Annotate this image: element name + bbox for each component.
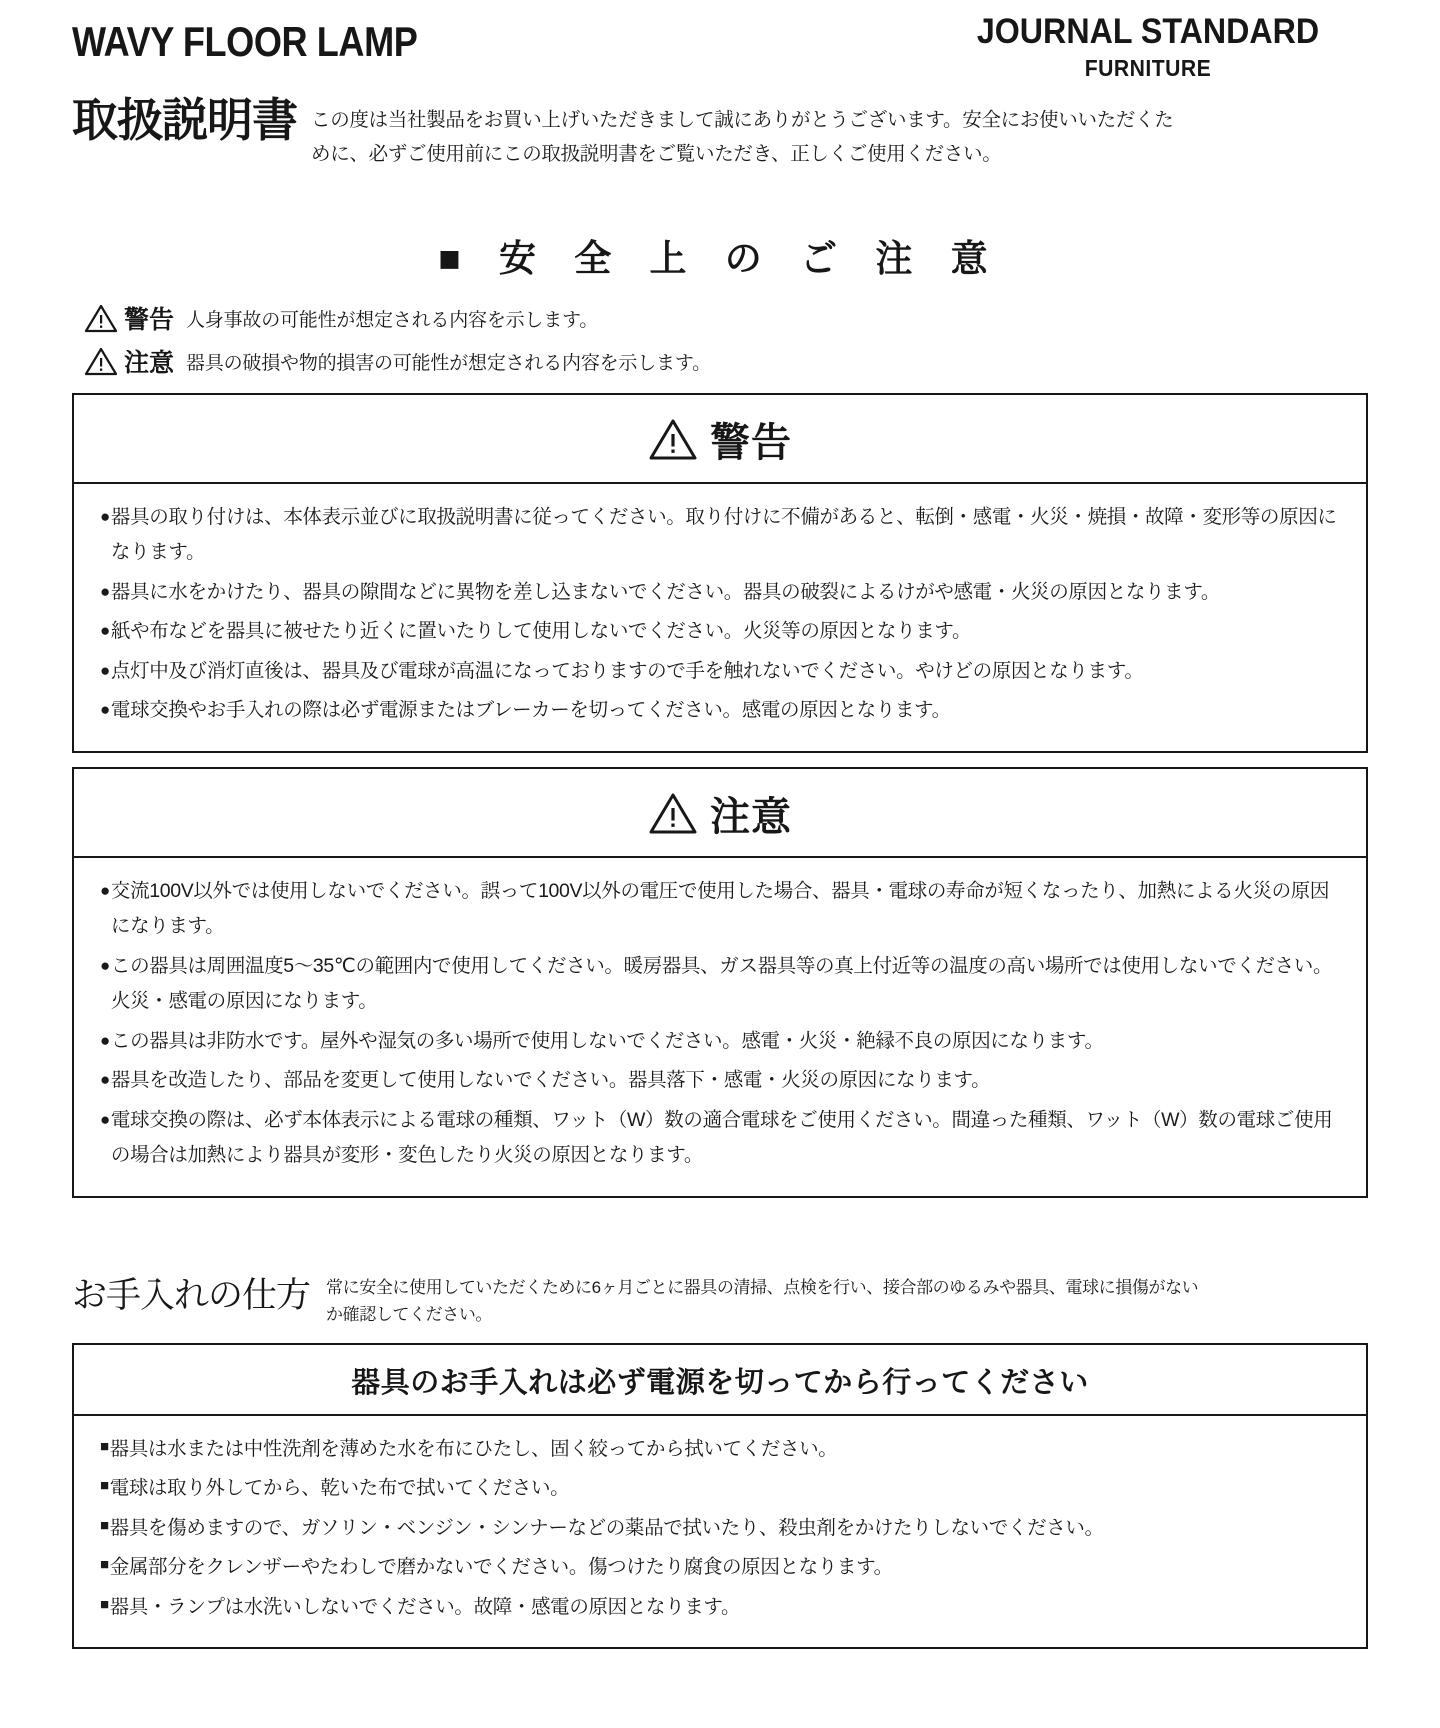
caution-box-header	[74, 769, 1366, 858]
legend-text-warning: 人身事故の可能性が想定される内容を示します。	[186, 309, 599, 331]
caution-bullet-text: この器具は非防水です。屋外や湿気の多い場所で使用しないでください。感電・火災・絶縁不良の原因になります。	[110, 1029, 1104, 1052]
warning-bullet	[100, 575, 1340, 610]
warning-box-title: 警告	[710, 421, 792, 465]
page-header	[72, 0, 1368, 186]
warning-bullet	[100, 654, 1340, 689]
caution-bullet-text: 器具を改造したり、部品を変更して使用しないでください。器具落下・感電・火災の原因になります。	[110, 1069, 991, 1092]
bullet-marker: ■	[100, 1556, 109, 1574]
caution-box-title: 注意	[710, 794, 792, 839]
caution-bullet-text: 交流100V以外では使用しないでください。誤って100V以外の電圧で使用した場合、器具・電球の寿命が短くなったり、加熱による火災の原因になります。	[110, 879, 1330, 938]
bullet-marker: ●	[100, 581, 110, 601]
legend-keyword-warning: 警告	[124, 306, 175, 334]
brand-name: JOURNAL STANDARD	[976, 12, 1320, 51]
warning-bullet-text: 紙や布などを器具に被せたり近くに置いたりして使用しないでください。火災等の原因となります。	[110, 620, 972, 643]
warning-bullet-text: 器具に水をかけたり、器具の隙間などに異物を差し込まないでください。器具の破裂によるけがや感電・火災の原因となります。	[110, 580, 1221, 603]
legend-row-caution	[84, 343, 1368, 379]
caution-box-body	[74, 858, 1366, 1196]
bullet-marker: ■	[100, 1516, 109, 1534]
care-box-body	[74, 1416, 1366, 1647]
bullet-marker: ■	[100, 1595, 109, 1613]
care-bullet-text: 器具・ランプは水洗いしないでください。故障・感電の原因となります。	[109, 1595, 741, 1618]
caution-bullet	[100, 949, 1340, 1020]
safety-legend	[84, 300, 1368, 379]
manual-intro-row	[72, 96, 1368, 171]
care-bullet	[100, 1471, 1340, 1506]
bullet-marker: ●	[100, 507, 110, 526]
warning-triangle-icon	[648, 418, 698, 461]
warning-box	[72, 393, 1368, 753]
caution-bullet	[100, 874, 1340, 945]
care-bullet	[100, 1511, 1340, 1546]
caution-bullet	[100, 1103, 1340, 1174]
caution-bullet-text: この器具は周囲温度5〜35℃の範囲内で使用してください。暖房器具、ガス器具等の真上付近等の温度の高い場所では使用しないでください。火災・感電の原因になります。	[110, 954, 1333, 1013]
care-bullet	[100, 1590, 1340, 1625]
bullet-marker: ●	[100, 1109, 110, 1129]
legend-row-warning	[84, 300, 1368, 336]
caution-bullet	[100, 1063, 1340, 1098]
legend-keyword-caution: 注意	[124, 349, 175, 377]
caution-box	[72, 767, 1368, 1198]
warning-bullet-text: 電球交換やお手入れの際は必ず電源またはブレーカーを切ってください。感電の原因となります。	[110, 699, 951, 722]
warning-box-header	[74, 395, 1366, 484]
care-box	[72, 1343, 1368, 1649]
care-bullet-text: 器具は水または中性洗剤を薄めた水を布にひたし、固く絞ってから拭いてください。	[109, 1437, 838, 1460]
warning-bullet-text: 器具の取り付けは、本体表示並びに取扱説明書に従ってください。取り付けに不備があると、転倒・感電・火災・焼損・故障・変形等の原因になります。	[110, 506, 1337, 564]
care-section-title: お手入れの仕方	[72, 1275, 311, 1315]
warning-bullet	[100, 693, 1340, 728]
bullet-marker: ●	[100, 621, 110, 641]
care-bullet-text: 器具を傷めますので、ガソリン・ベンジン・シンナーなどの薬品で拭いたり、殺虫剤をかけたりしないでください。	[109, 1516, 1104, 1539]
care-section-header	[72, 1268, 1368, 1329]
warning-bullet	[100, 614, 1340, 649]
product-title: WAVY FLOOR LAMP	[72, 18, 418, 65]
legend-text-caution: 器具の破損や物的損害の可能性が想定される内容を示します。	[186, 352, 711, 374]
bullet-marker: ●	[100, 1030, 110, 1050]
bullet-marker: ●	[100, 1070, 110, 1090]
warning-bullet	[100, 500, 1340, 571]
warning-triangle-icon	[648, 792, 698, 835]
manual-description: この度は当社製品をお買い上げいただきまして誠にありがとうございます。安全にお使いいただくために、必ずご使用前にこの取扱説明書をご覧いただき、正しくご使用ください。	[311, 109, 1174, 165]
brand-block	[938, 12, 1358, 82]
bullet-marker: ■	[100, 1477, 109, 1495]
caution-bullet-text: 電球交換の際は、必ず本体表示による電球の種類、ワット（W）数の適合電球をご使用ください。間違った種類、ワット（W）数の電球ご使用の場合は加熱により器具が変形・変色したり火災の原因となります。	[110, 1108, 1333, 1167]
warning-bullet-text: 点灯中及び消灯直後は、器具及び電球が高温になっておりますので手を触れないでください。やけどの原因となります。	[110, 659, 1144, 682]
care-bullet	[100, 1432, 1340, 1467]
brand-subtitle: FURNITURE	[1084, 55, 1212, 81]
care-bullet-text: 電球は取り外してから、乾いた布で拭いてください。	[109, 1477, 570, 1500]
care-box-title: 器具のお手入れは必ず電源を切ってから行ってください	[74, 1345, 1366, 1416]
care-section-description: 常に安全に使用していただくために6ヶ月ごとに器具の清掃、点検を行い、接合部のゆるみや器具、電球に損傷がないか確認してください。	[326, 1277, 1199, 1325]
bullet-marker: ●	[100, 955, 110, 975]
bullet-marker: ●	[100, 700, 110, 720]
warning-box-body	[74, 484, 1366, 751]
caution-bullet	[100, 1024, 1340, 1059]
warning-triangle-icon	[84, 304, 118, 333]
warning-triangle-icon	[84, 347, 118, 376]
bullet-marker: ●	[100, 660, 110, 680]
manual-label: 取扱説明書	[72, 94, 297, 146]
safety-section-title: ■ 安 全 上 の ご 注 意	[438, 238, 1002, 279]
care-bullet-text: 金属部分をクレンザーやたわしで磨かないでください。傷つけたり腐食の原因となります。	[109, 1556, 893, 1579]
bullet-marker: ■	[100, 1437, 109, 1455]
bullet-marker: ●	[100, 880, 110, 900]
care-bullet	[100, 1550, 1340, 1585]
